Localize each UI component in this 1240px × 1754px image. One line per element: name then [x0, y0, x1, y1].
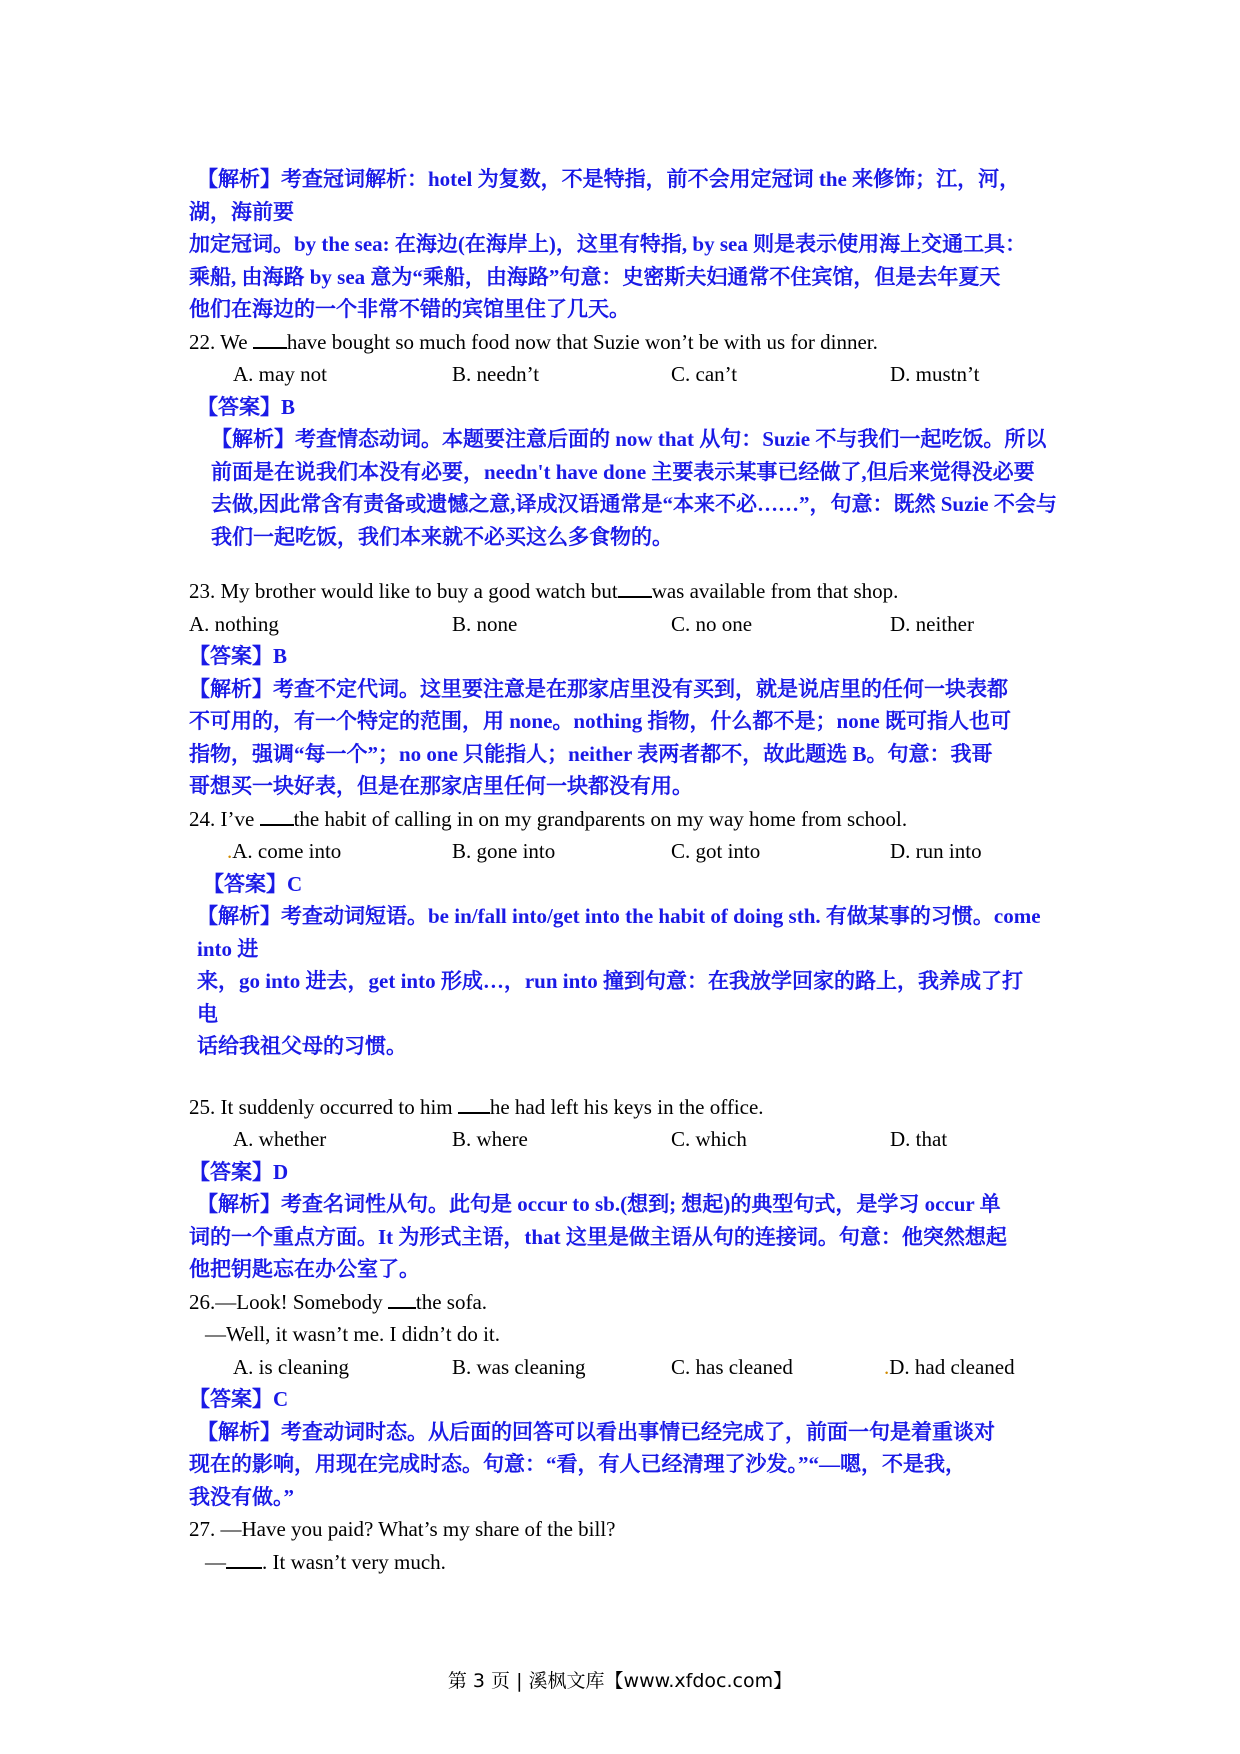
q24-exp-line: 【解析】考查动词短语。be in/fall into/get into the habit of doing sth. 有做某事的习惯。come [197, 904, 1041, 928]
q21-exp-line: 乘船, 由海路 by sea 意为“乘船，由海路”句意：史密斯夫妇通常不住宾馆，但是去年夏天 [189, 264, 1001, 289]
q23-exp-line: 【解析】考查不定代词。这里要注意是在那家店里没有买到，就是说店里的任何一块表都 [189, 676, 1008, 701]
q24-exp-line: 来，go into 进去，get into 形成…，run into 撞到句意：在我放学回家的路上，我养成了打 [197, 969, 1024, 993]
answer-blank [226, 1549, 262, 1569]
answer-blank [260, 806, 294, 826]
q24-exp-line: 电 [197, 1001, 218, 1026]
spacer [189, 553, 1089, 575]
q22-stem: 22. We have bought so much food now that Suzie won’t be with us for dinner. [189, 329, 878, 354]
q21-exp-line: 湖，海前要 [189, 199, 294, 224]
q26-exp-line: 我没有做。” [189, 1484, 294, 1509]
option-d: D. that [890, 1127, 948, 1151]
stray-dot: . [227, 839, 233, 863]
option-a: A. may not [233, 362, 327, 386]
answer-blank [618, 578, 652, 598]
q24-options [189, 835, 1089, 868]
q26-answer: 【答案】C [189, 1387, 289, 1411]
answer-blank [458, 1094, 490, 1114]
q23-stem: 23. My brother would like to buy a good watch but was available from that shop. [189, 579, 899, 603]
option-b: B. needn’t [452, 362, 540, 386]
q26-exp-line: 现在的影响，用现在完成时态。句意：“看，有人已经清理了沙发。”“—嗯，不是我， [189, 1452, 966, 1476]
page-footer: 第 3 页 | 溪枫文库【www.xfdoc.com】 [447, 1670, 793, 1692]
option-a: .A. come into [227, 839, 342, 863]
q22-explanation [189, 423, 1089, 553]
q26-stem: 26.—Look! Somebody the sofa. [189, 1289, 488, 1314]
page-content [189, 163, 1089, 1578]
answer-blank [388, 1289, 416, 1309]
q22-exp-line: 前面是在说我们本没有必要，needn't have done 主要表示某事已经做了,但后来觉得没必要 [211, 459, 1035, 484]
option-c: C. has cleaned [671, 1354, 793, 1379]
q21-exp-line: 加定冠词。by the sea: 在海边(在海岸上)，这里有特指, by sea 则是表示使用海上交通工具： [189, 232, 1027, 256]
option-c: C. which [671, 1127, 747, 1151]
q24-stem: 24. I’ve the habit of calling in on my grandparents on my way home from school. [189, 806, 908, 831]
q23-exp-line: 不可用的，有一个特定的范围，用 none。nothing 指物，什么都不是；none 既可指人也可 [189, 709, 1011, 733]
q22-answer: 【答案】B [197, 394, 296, 419]
answer-blank [253, 329, 287, 349]
q25-options [189, 1123, 1089, 1156]
option-c: C. no one [671, 611, 753, 636]
q22-exp-line: 去做,因此常含有责备或遗憾之意,译成汉语通常是“本来不必……”，句意：既然 Suzie 不会与 [211, 492, 1057, 516]
q21-exp-line: 他们在海边的一个非常不错的宾馆里住了几天。 [189, 297, 630, 321]
q23-answer: 【答案】B [189, 644, 288, 668]
q26-reply: —Well, it wasn’t me. I didn’t do it. [205, 1322, 501, 1346]
option-b: B. none [452, 611, 518, 636]
q25-explanation [189, 1188, 1089, 1286]
q23-explanation [189, 673, 1089, 803]
option-c: C. can’t [671, 362, 738, 386]
q27-stem: 27. —Have you paid? What’s my share of the bill? [189, 1517, 616, 1541]
q24-exp-line: 话给我祖父母的习惯。 [197, 1034, 407, 1058]
q24-exp-line: into 进 [197, 936, 259, 961]
q27-reply: — . It wasn’t very much. [205, 1549, 446, 1574]
option-a: A. whether [233, 1127, 327, 1151]
q26-explanation [189, 1416, 1089, 1514]
q22-exp-line: 我们一起吃饭，我们本来就不必买这么多食物的。 [211, 524, 673, 549]
q25-exp-line: 【解析】考查名词性从句。此句是 occur to sb.(想到; 想起)的典型句式，是学习 occur 单 [197, 1192, 1001, 1216]
q23-options [189, 608, 1089, 641]
q26-exp-line: 【解析】考查动词时态。从后面的回答可以看出事情已经完成了，前面一句是着重谈对 [197, 1419, 995, 1444]
option-d: D. mustn’t [890, 362, 980, 386]
q21-exp-line: 【解析】考查冠词解析：hotel 为复数，不是特指，前不会用定冠词 the 来修饰；江，河， [197, 167, 1021, 191]
q22-options [189, 358, 1089, 391]
option-a: A. is cleaning [233, 1354, 350, 1379]
q25-exp-line: 词的一个重点方面。It 为形式主语，that 这里是做主语从句的连接词。句意：他突然想起 [189, 1224, 1007, 1249]
option-b: B. where [452, 1127, 528, 1151]
option-d: .D. had cleaned [884, 1354, 1015, 1379]
q23-exp-line: 哥想买一块好表，但是在那家店里任何一块都没有用。 [189, 774, 693, 798]
spacer [189, 1063, 1089, 1091]
q22-exp-line: 【解析】考查情态动词。本题要注意后面的 now that 从句：Suzie 不与我们一起吃饭。所以 [211, 427, 1047, 451]
option-d: D. run into [890, 839, 982, 863]
option-b: B. was cleaning [452, 1354, 586, 1379]
q24-answer: 【答案】C [203, 871, 303, 896]
q23-exp-line: 指物，强调“每一个”；no one 只能指人；neither 表两者都不，故此题选 B。句意：我哥 [189, 741, 993, 766]
q25-exp-line: 他把钥匙忘在办公室了。 [189, 1257, 420, 1281]
option-b: B. gone into [452, 839, 556, 863]
option-c: C. got into [671, 839, 761, 863]
q25-stem: 25. It suddenly occurred to him he had left his keys in the office. [189, 1094, 764, 1119]
q26-options [189, 1351, 1089, 1384]
q24-explanation [189, 900, 1089, 1063]
stray-dot: . [884, 1354, 890, 1379]
q21-explanation [189, 163, 1089, 326]
option-d: D. neither [890, 611, 974, 636]
q25-answer: 【答案】D [189, 1159, 289, 1184]
option-a: A. nothing [189, 611, 279, 636]
